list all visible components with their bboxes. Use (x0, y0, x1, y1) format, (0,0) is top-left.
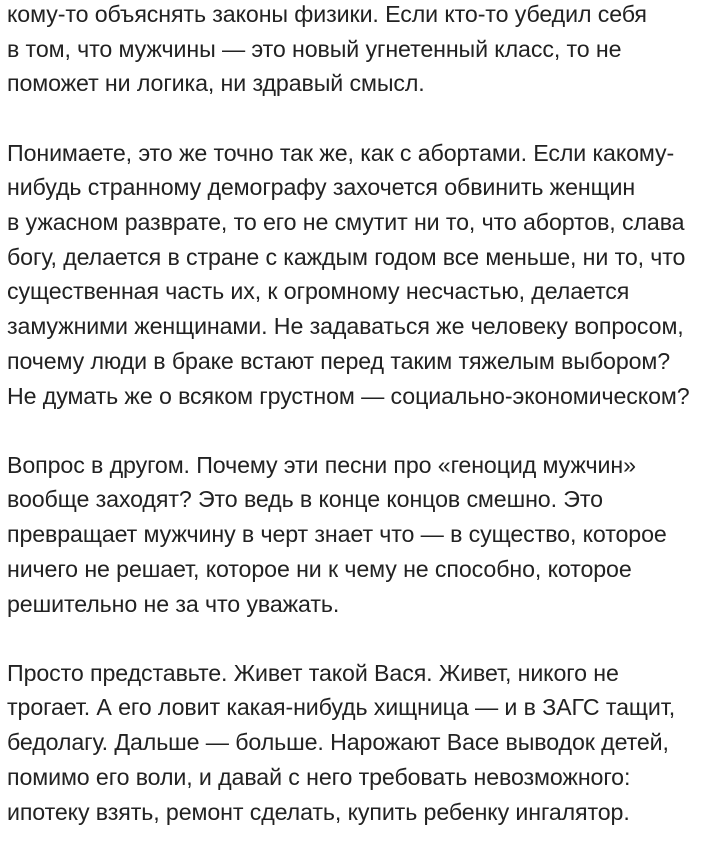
article-paragraph (7, 448, 723, 622)
text-line: помимо его воли, и давай с него требовать невозможного: (7, 763, 631, 790)
text-line: замужними женщинами. Не задаваться же человеку вопросом, (7, 313, 684, 340)
text-line: нибудь странному демографу захочется обвинить женщин (7, 174, 636, 201)
text-line: Просто представьте. Живет такой Вася. Живет, никого не (7, 659, 619, 686)
text-line: поможет ни логика, ни здравый смысл. (7, 70, 425, 97)
text-line: трогает. А его ловит какая-нибудь хищница — и в ЗАГС тащит, (7, 694, 676, 721)
article-paragraph (7, 136, 723, 414)
article-body (7, 0, 723, 864)
article-paragraph (7, 656, 723, 830)
text-line: вообще заходят? Это ведь в конце концов смешно. Это (7, 486, 603, 513)
text-line: превращает мужчину в черт знает что — в существо, которое (7, 521, 667, 548)
text-line: существенная часть их, к огромному несчастью, делается (7, 278, 630, 305)
article-paragraph (7, 0, 723, 101)
text-line: бедолагу. Дальше — больше. Нарожают Васе выводок детей, (7, 729, 669, 756)
text-line: ничего не решает, которое ни к чему не способно, которое (7, 555, 632, 582)
text-line: в том, что мужчины — это новый угнетенный класс, то не (7, 35, 622, 62)
text-line: кому-то объяснять законы физики. Если кто-то убедил себя (7, 1, 647, 27)
text-line: в ужасном разврате, то его не смутит ни то, что абортов, слава (7, 209, 685, 236)
text-line: Понимаете, это же точно так же, как с абортами. Если какому- (7, 139, 675, 166)
text-line: Вопрос в другом. Почему эти песни про «геноцид мужчин» (7, 451, 636, 478)
text-line: решительно не за что уважать. (7, 590, 340, 617)
text-line: богу, делается в стране с каждым годом все меньше, ни то, что (7, 243, 686, 270)
text-line: почему люди в браке встают перед таким тяжелым выбором? (7, 347, 671, 374)
text-line: ипотеку взять, ремонт сделать, купить ребенку ингалятор. (7, 798, 630, 825)
text-line: Не думать же о всяком грустном — социально-экономическом? (7, 382, 690, 409)
